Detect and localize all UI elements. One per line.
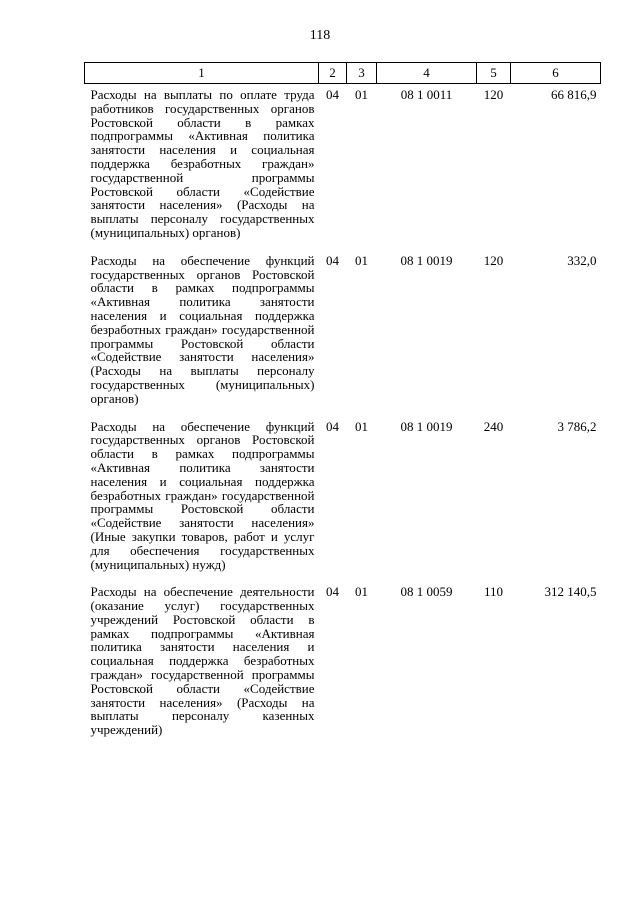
row-amount: 3 786,2	[557, 418, 597, 434]
table-row	[85, 84, 601, 250]
column-header-3: 3	[347, 63, 377, 84]
row-subsection: 01	[355, 87, 368, 102]
row-section: 04	[326, 87, 339, 102]
column-header-1: 1	[85, 63, 319, 84]
page-number: 118	[309, 28, 331, 43]
row-expense-type: 240	[483, 418, 504, 434]
row-subsection: 01	[355, 584, 368, 600]
row-expense-type: 120	[483, 87, 504, 102]
table-row	[85, 250, 601, 416]
row-section: 04	[326, 252, 339, 268]
row-target-article: 08 1 0059	[400, 584, 453, 600]
row-description: Расходы на обеспечение функций государственных органов Ростовской области в рамках подпрограммы «Активная политика занятости населения и социальная поддержка безработных граждан» государственной программы Ростовской области «Содействие занятости населения» (Иные закупки товаров, работ и услуг для обеспечения государственных (муниципальных) нужд)	[90, 418, 315, 572]
table-row	[85, 416, 601, 582]
row-target-article: 08 1 0019	[400, 418, 453, 434]
row-expense-type: 120	[483, 252, 504, 268]
row-amount: 332,0	[567, 252, 597, 268]
row-description: Расходы на обеспечение деятельности (оказание услуг) государственных учреждений Ростовской области в рамках подпрограммы «Активная политика занятости населения и социальная поддержка безработных граждан» государственной программы Ростовской области «Содействие занятости населения» (Расходы на выплаты персоналу казенных учреждений)	[90, 584, 315, 738]
row-target-article: 08 1 0019	[400, 252, 453, 268]
column-header-6: 6	[511, 63, 601, 84]
column-header-2: 2	[319, 63, 347, 84]
row-amount: 312 140,5	[544, 584, 597, 600]
column-header-4: 4	[377, 63, 477, 84]
row-expense-type: 110	[483, 584, 504, 600]
row-subsection: 01	[355, 252, 368, 268]
row-subsection: 01	[355, 418, 368, 434]
row-section: 04	[326, 418, 339, 434]
row-target-article: 08 1 0011	[400, 87, 453, 102]
column-header-5: 5	[477, 63, 511, 84]
row-description: Расходы на выплаты по оплате труда работников государственных органов Ростовской области в рамках подпрограммы «Активная политика занятости населения и социальная поддержка безработных граждан» государственной программы Ростовской области «Содействие занятости населения» (Расходы на выплаты персоналу государственных (муниципальных) органов)	[90, 87, 315, 240]
table-header-row	[85, 63, 601, 84]
row-section: 04	[326, 584, 339, 600]
row-description: Расходы на обеспечение функций государственных органов Ростовской области в рамках подпрограммы «Активная политика занятости населения и социальная поддержка безработных граждан» государственной программы Ростовской области «Содействие занятости населения» (Расходы на выплаты персоналу государственных (муниципальных) органов)	[90, 252, 315, 406]
row-amount: 66 816,9	[551, 87, 597, 102]
budget-table	[84, 62, 601, 747]
table-row	[85, 581, 601, 747]
